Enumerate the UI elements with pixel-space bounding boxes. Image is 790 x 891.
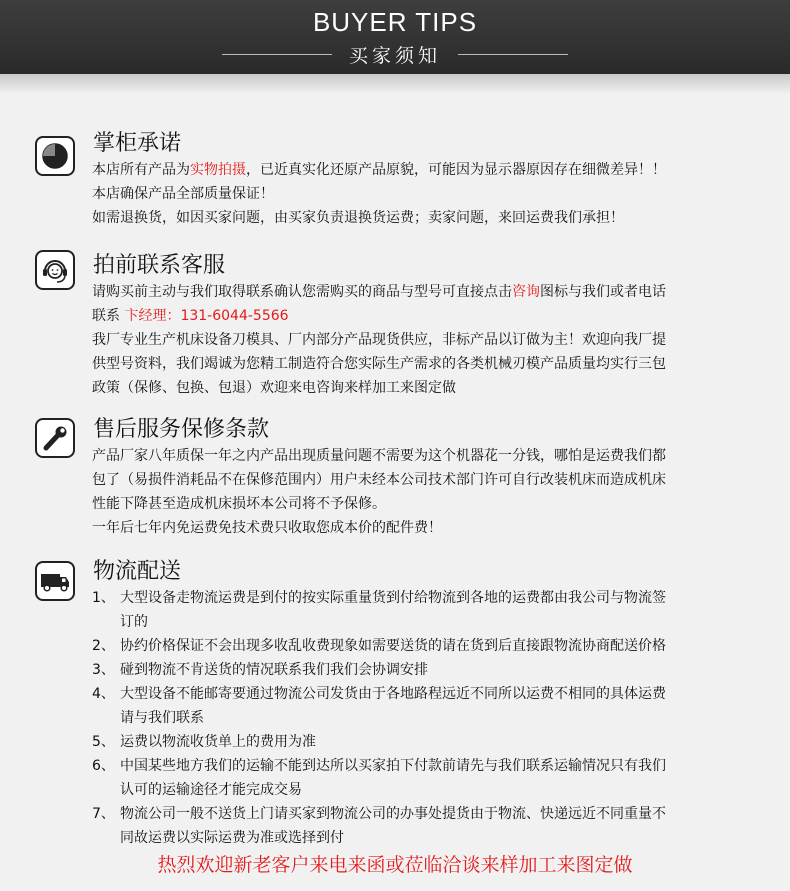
logistics-list	[92, 586, 790, 850]
text-line: 如需退换货，如因买家问题，由买家负责退换货运费；卖家问题，来回运费我们承担！	[92, 210, 624, 226]
phone-number: 卞经理：131-6044-5566	[124, 308, 289, 324]
list-item: 3、 碰到物流不肯送货的情况联系我们我们会协调安排	[92, 662, 428, 678]
section-heading: 物流配送	[93, 559, 182, 584]
section-body	[92, 158, 790, 230]
text-line: 一年后七年内免运费免技术费只收取您成本价的配件费！	[92, 520, 442, 536]
text-line: 产品厂家八年质保一年之内产品出现质量问题不需要为这个机器花一分钱，哪怕是运费我们都	[92, 448, 666, 464]
list-item: 2、 协约价格保证不会出现多收乱收费现象如需要送货的请在货到后直接跟物流协商配送价格	[92, 638, 666, 654]
wrench-icon	[35, 418, 75, 458]
banner	[0, 0, 790, 74]
banner-shadow	[0, 74, 790, 94]
pie-chart-icon	[35, 136, 75, 176]
section-body	[92, 280, 790, 400]
text-line: 我厂专业生产机床设备刀模具、厂内部分产品现货供应，非标产品以订做为主！欢迎向我厂提	[92, 332, 666, 348]
text-line: 本店所有产品为实物拍摄，已近真实化还原产品原貌，可能因为显示器原因存在细微差异！！	[92, 162, 666, 178]
consult-link[interactable]: 咨询	[512, 284, 540, 300]
text-line: 供型号资料，我们竭诚为您精工制造符合您实际生产需求的各类机械刃模产品质量均实行三包	[92, 356, 666, 372]
banner-title-cn: 买家须知	[348, 45, 441, 67]
text-line: 政策（保修、包换、包退）欢迎来电咨询来样加工来图定做	[92, 380, 456, 396]
list-item-continued: 认可的运输途径才能完成交易	[120, 782, 302, 798]
section-body	[92, 444, 790, 540]
text-line: 包了（易损件消耗品不在保修范围内）用户未经本公司技术部门许可自行改装机床而造成机床	[92, 472, 666, 488]
list-item-continued: 订的	[120, 614, 148, 630]
section-heading: 掌柜承诺	[93, 131, 182, 156]
list-item: 6、 中国某些地方我们的运输不能到达所以买家拍下付款前请先与我们联系运输情况只有我们	[92, 758, 666, 774]
text-line: 联系 卞经理：131-6044-5566	[92, 308, 289, 324]
text-line: 性能下降甚至造成机床损坏本公司将不予保修。	[92, 496, 386, 512]
banner-title-en: BUYER TIPS	[312, 7, 478, 37]
list-item: 4、 大型设备不能邮寄要通过物流公司发货由于各地路程远近不同所以运费不相同的具体运费	[92, 686, 666, 702]
text-line: 本店确保产品全部质量保证！	[92, 186, 274, 202]
section-heading: 拍前联系客服	[93, 253, 226, 278]
headset-icon	[35, 250, 75, 290]
truck-icon	[35, 561, 75, 601]
banner-divider-right	[458, 54, 568, 55]
footer-slogan: 热烈欢迎新老客户来电来函或莅临洽谈来样加工来图定做	[157, 854, 633, 876]
text-line: 请购买前主动与我们取得联系确认您需购买的商品与型号可直接点击咨询图标与我们或者电话	[92, 284, 666, 300]
list-item: 1、 大型设备走物流运费是到付的按实际重量货到付给物流到各地的运费都由我公司与物流签	[92, 590, 666, 606]
list-item: 7、 物流公司一般不送货上门请买家到物流公司的办事处提货由于物流、快递远近不同重量不	[92, 806, 666, 822]
section-heading: 售后服务保修条款	[93, 417, 270, 442]
highlight-text: 实物拍摄	[190, 162, 246, 178]
list-item-continued: 请与我们联系	[120, 710, 204, 726]
list-item-continued: 同故运费以实际运费为准或选择到付	[120, 830, 344, 846]
list-item: 5、 运费以物流收货单上的费用为准	[92, 734, 316, 750]
